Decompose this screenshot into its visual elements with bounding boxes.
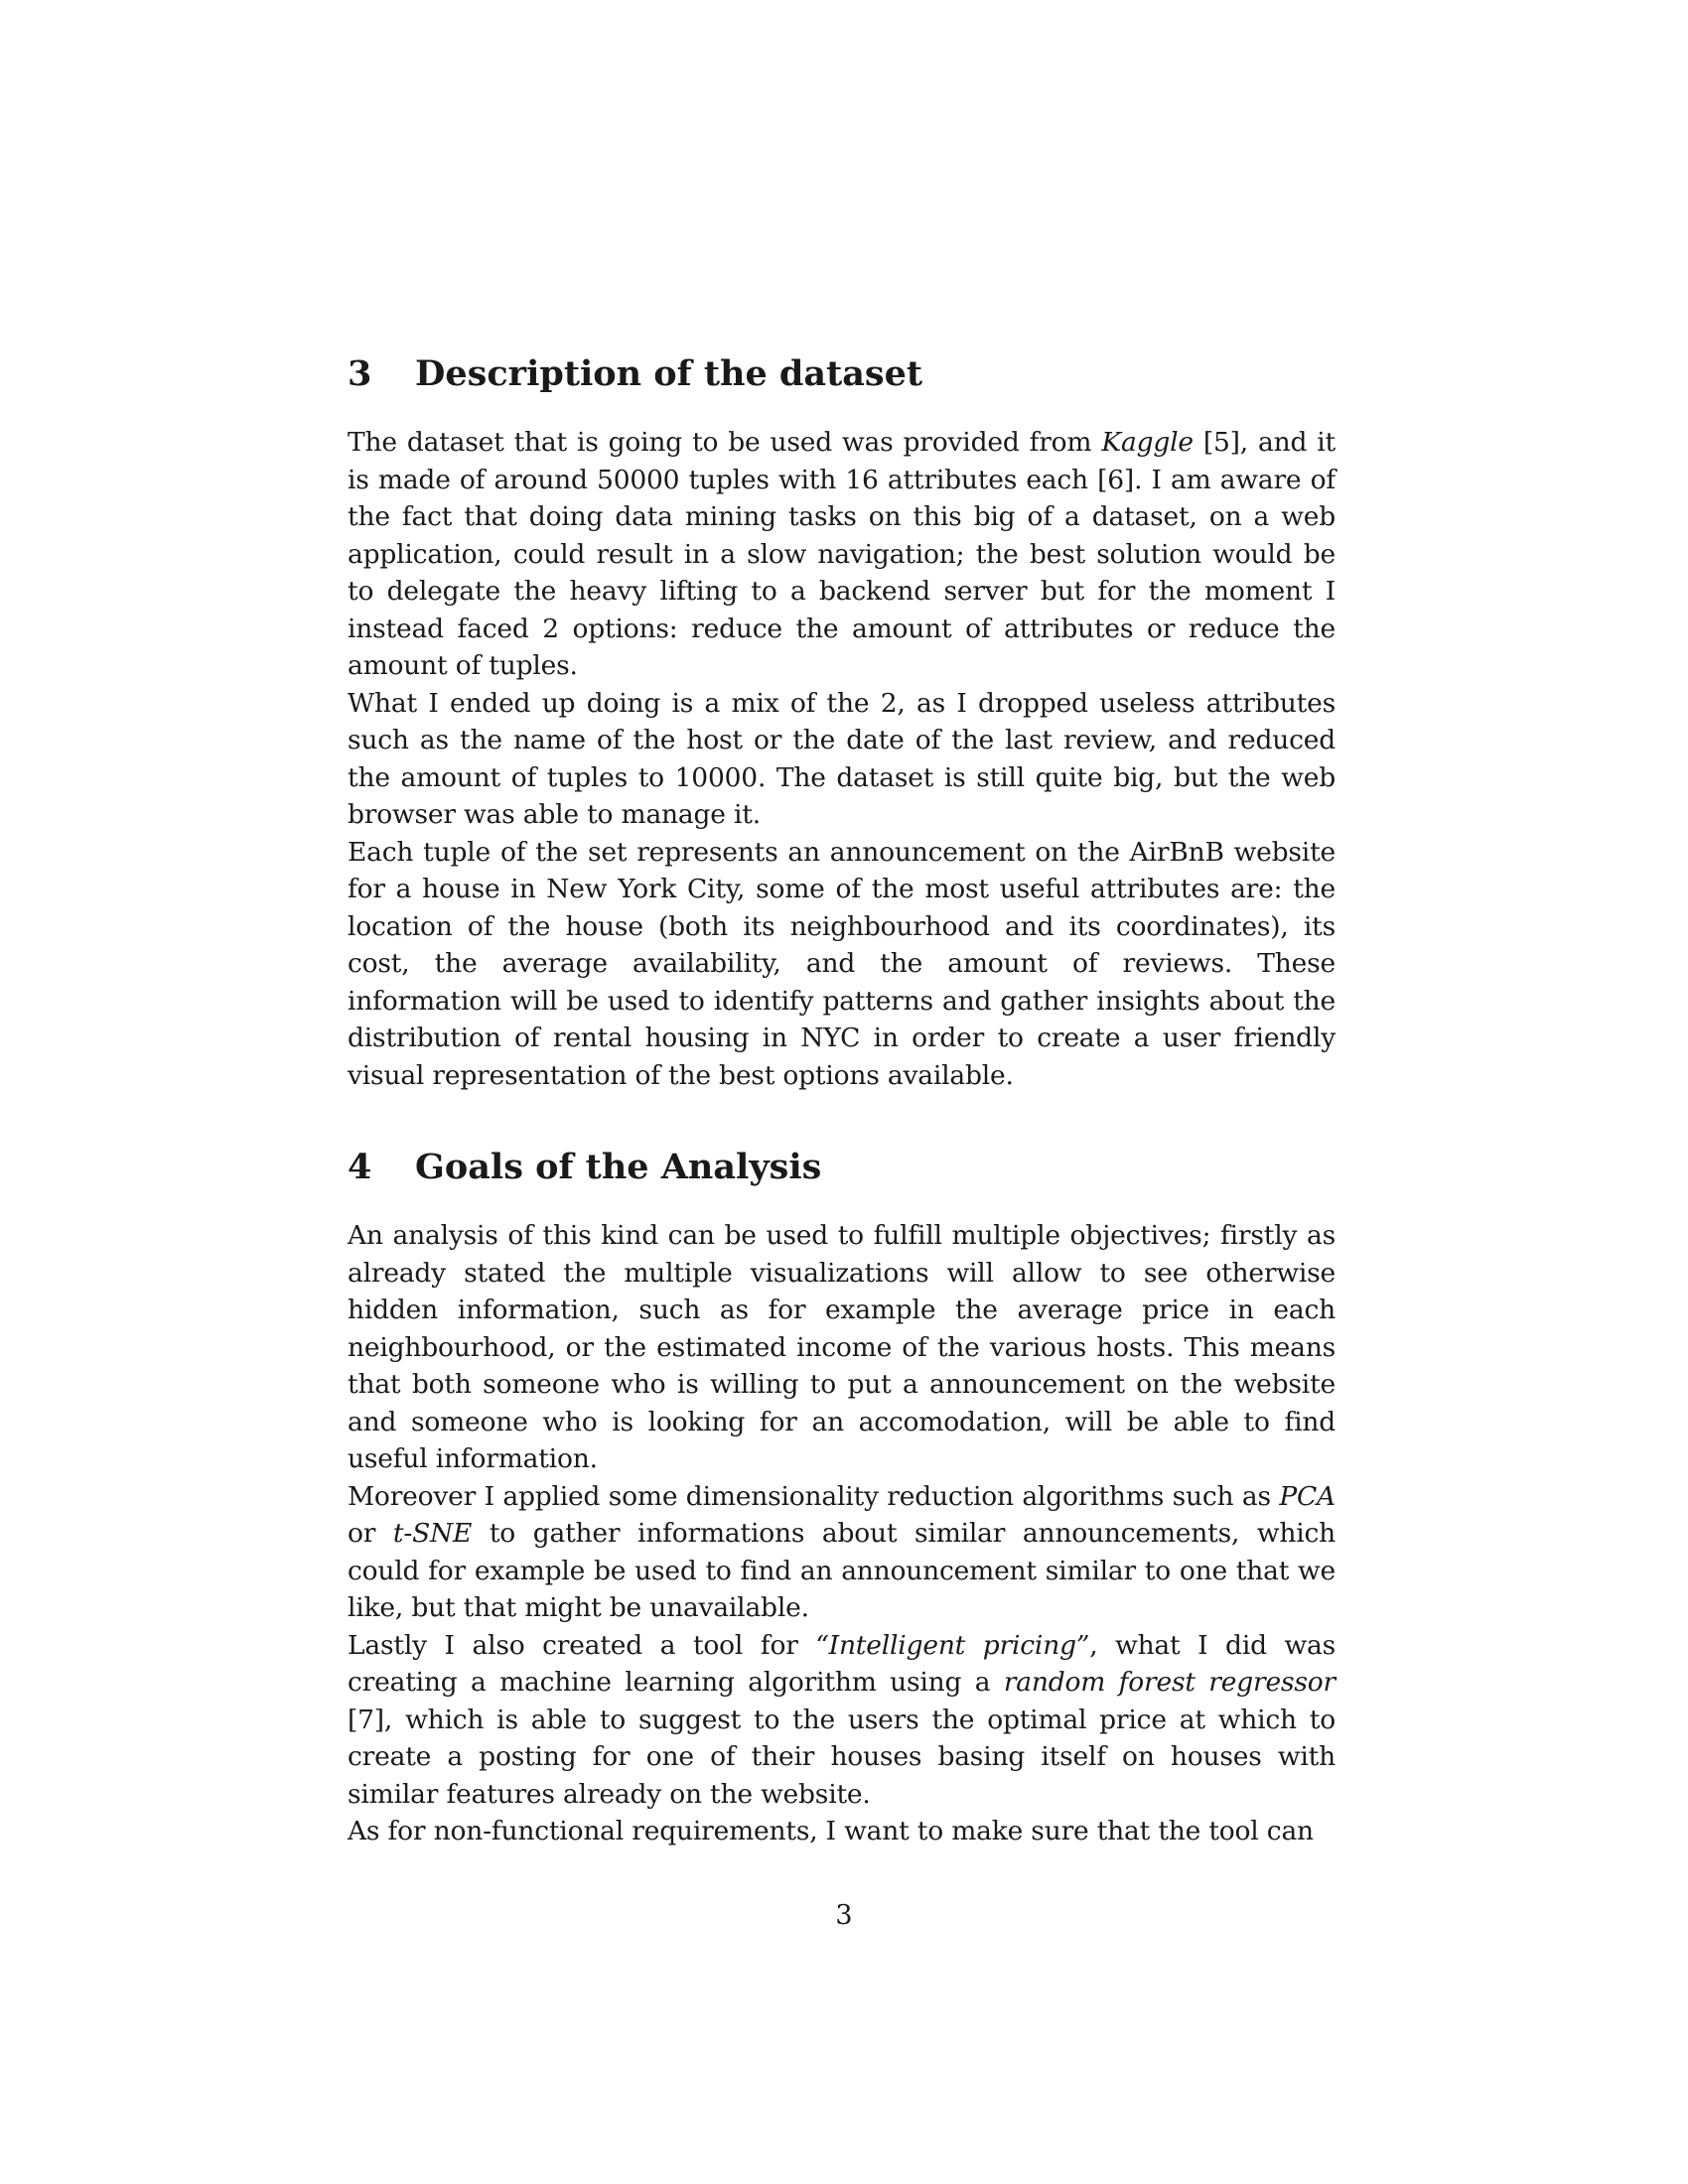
section-4-paragraph-2	[348, 1478, 1336, 1627]
section-4-paragraph-1: An analysis of this kind can be used to fulfill multiple objectives; firstly as already stated the multiple visualizations will allow to see otherwise hidden information, such as for example the average price in each neighbourhood, or the estimated income of the various hosts. This means that both someone who is willing to put a announcement on the website and someone who is looking for an accomodation, will be able to find useful information.	[348, 1220, 1336, 1474]
page-number: 3	[835, 1900, 853, 1931]
section-3-paragraph-1	[348, 424, 1336, 685]
section-3-p1-text-b: [5], and it is made of around 50000 tuples with 16 attributes each [6]. I am aware of the fact that doing data mining tasks on this big of a dataset, on a web application, could result in a slow navigation; the best solution would be to delegate the heavy lifting to a backend server but for the moment I instead faced 2 options: reduce the amount of attributes or reduce the amount of tuples.	[348, 427, 1336, 681]
section-3-p1-text-a: The dataset that is going to be used was provided from	[348, 427, 1102, 458]
kaggle-term: Kaggle	[1101, 427, 1194, 458]
section-4-p2-text-a: Moreover I applied some dimensionality reduction algorithms such as	[348, 1480, 1280, 1512]
pca-term: PCA	[1279, 1480, 1336, 1512]
tsne-term: t-SNE	[392, 1518, 473, 1549]
section-4-p2-text-b: or	[348, 1518, 393, 1549]
section-4-p3-text-a: Lastly I also created a tool for	[348, 1629, 816, 1661]
page-body	[348, 352, 1336, 1850]
section-4-paragraph-4: As for non-functional requirements, I want to make sure that the tool can	[348, 1816, 1314, 1846]
section-4-p3-text-b: , what I did was creating a machine learning algorithm using a	[348, 1629, 1336, 1698]
section-4-number: 4	[348, 1147, 372, 1187]
section-4-paragraph-3	[348, 1627, 1336, 1814]
section-3-paragraph-2: What I ended up doing is a mix of the 2, as I dropped useless attributes such as the name of the host or the date of the last review, and reduced the amount of tuples to 10000. The dataset is still quite big, but the web browser was able to manage it.	[348, 687, 1336, 830]
section-3-paragraph-3: Each tuple of the set represents an announcement on the AirBnB website for a house in New York City, some of the most useful attributes are: the location of the house (both its neighbourhood and its coordinates), its cost, the average availability, and the amount of reviews. These information will be used to identify patterns and gather insights about the distribution of rental housing in NYC in order to create a user friendly visual representation of the best options available.	[348, 836, 1336, 1091]
section-3-number: 3	[348, 353, 372, 394]
section-4-p3-text-c: [7], which is able to suggest to the users the optimal price at which to create a posting for one of their houses basing itself on houses with similar features already on the website.	[348, 1704, 1336, 1810]
section-4-p2-text-c: to gather informations about similar announcements, which could for example be used to find an announcement similar to one that we like, but that might be unavailable.	[348, 1518, 1336, 1623]
section-4-title: Goals of the Analysis	[415, 1147, 822, 1187]
section-3-title: Description of the dataset	[415, 353, 923, 394]
section-gap	[348, 1094, 1336, 1146]
section-3-heading	[348, 352, 1336, 396]
random-forest-term: random forest regressor	[1003, 1667, 1336, 1698]
section-4-heading	[348, 1146, 1336, 1189]
intelligent-pricing-term: “Intelligent pricing”	[815, 1629, 1090, 1661]
